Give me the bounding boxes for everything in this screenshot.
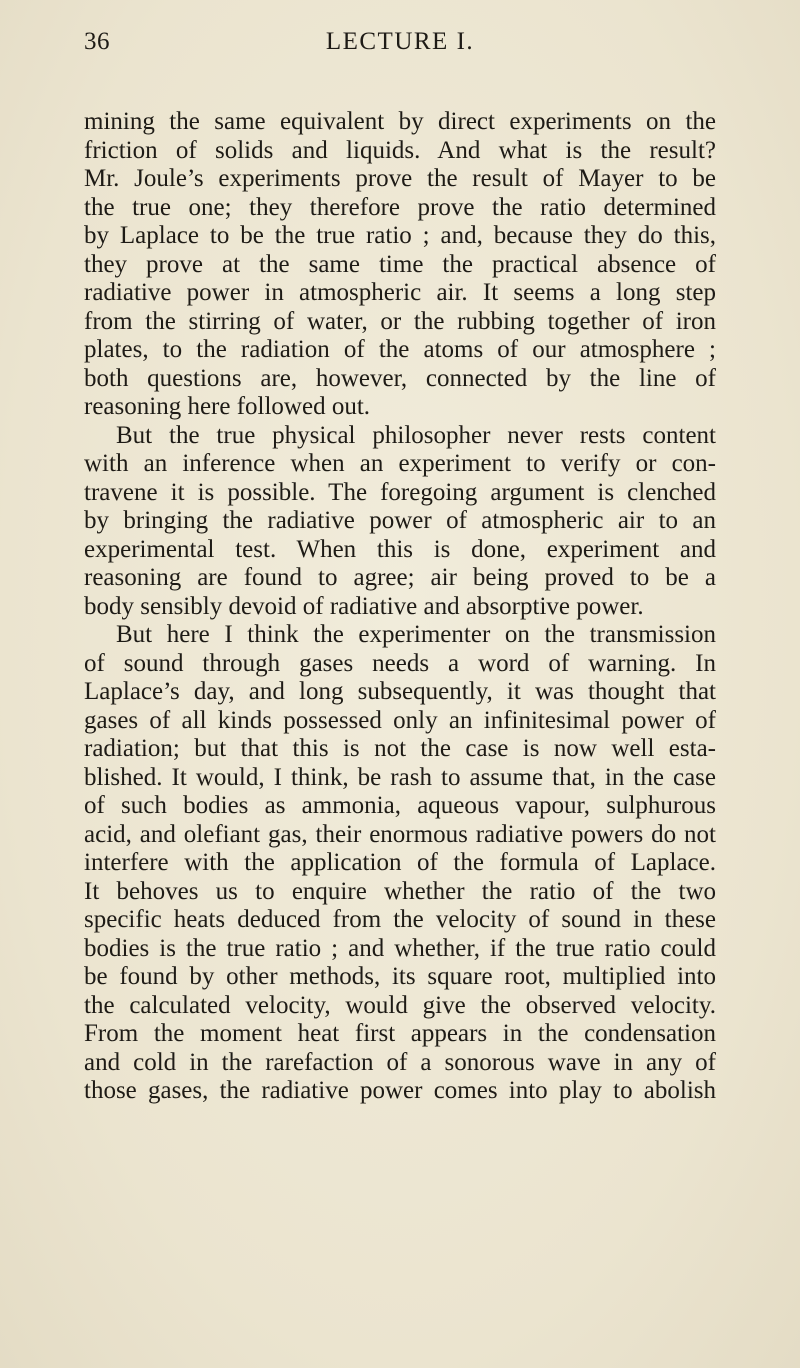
text-line: blished. It would, I think, be rash to assume that, in the case (84, 763, 716, 791)
page-number: 36 (84, 28, 110, 55)
body-text (84, 108, 716, 1106)
running-head: LECTURE I. (325, 28, 475, 55)
text-line: Laplace’s day, and long subsequently, it was thought that (84, 678, 716, 705)
text-line: body sensibly devoid of radiative and absorptive power. (84, 592, 644, 620)
text-line: with an inference when an experiment to verify or con- (84, 450, 716, 477)
text-line: reasoning here followed out. (84, 393, 371, 420)
text-line: Mr. Joule’s experiments prove the result of Mayer to be (84, 165, 716, 192)
text-line: both questions are, however, connected by the line of (84, 364, 716, 392)
text-line: from the stirring of water, or the rubbing together of iron (84, 307, 716, 335)
text-line: travene it is possible. The foregoing argument is clenched (84, 478, 716, 506)
text-line: specific heats deduced from the velocity of sound in these (84, 906, 716, 933)
text-line: acid, and olefiant gas, their enormous radiative powers do not (84, 820, 716, 848)
text-line: they prove at the same time the practical absence of (84, 250, 716, 278)
text-line: But here I think the experimenter on the transmission (116, 621, 716, 648)
text-line: mining the same equivalent by direct experiments on the (84, 108, 716, 135)
text-line: radiation; but that this is not the case is now well esta- (84, 735, 716, 762)
text-line: friction of solids and liquids. And what is the result? (84, 136, 716, 164)
text-line: and cold in the rarefaction of a sonorous wave in any of (84, 1048, 716, 1076)
text-line: From the moment heat first appears in the condensation (84, 1020, 716, 1047)
text-line: the calculated velocity, would give the observed velocity. (84, 991, 716, 1019)
text-line: gases of all kinds possessed only an infinitesimal power of (84, 706, 716, 734)
text-line: It behoves us to enquire whether the ratio of the two (84, 877, 716, 905)
text-line: by Laplace to be the true ratio ; and, because they do this, (84, 222, 716, 249)
text-line: bodies is the true ratio ; and whether, if the true ratio could (84, 934, 716, 962)
text-line: of sound through gases needs a word of warning. In (84, 649, 716, 677)
text-line: those gases, the radiative power comes into play to abolish (84, 1077, 716, 1104)
text-line: of such bodies as ammonia, aqueous vapour, sulphurous (84, 792, 716, 819)
text-line: the true one; they therefore prove the ratio determined (84, 193, 716, 221)
page-header (84, 28, 716, 64)
text-line: reasoning are found to agree; air being proved to be a (84, 564, 716, 591)
text-line: be found by other methods, its square root, multiplied into (84, 963, 716, 990)
text-line: radiative power in atmospheric air. It seems a long step (84, 279, 716, 306)
text-line: But the true physical philosopher never rests content (116, 421, 716, 449)
text-line: by bringing the radiative power of atmospheric air to an (84, 507, 716, 534)
text-line: plates, to the radiation of the atoms of our atmosphere ; (84, 336, 716, 363)
text-line: interfere with the application of the formula of Laplace. (84, 849, 716, 876)
text-line: experimental test. When this is done, experiment and (84, 535, 716, 563)
